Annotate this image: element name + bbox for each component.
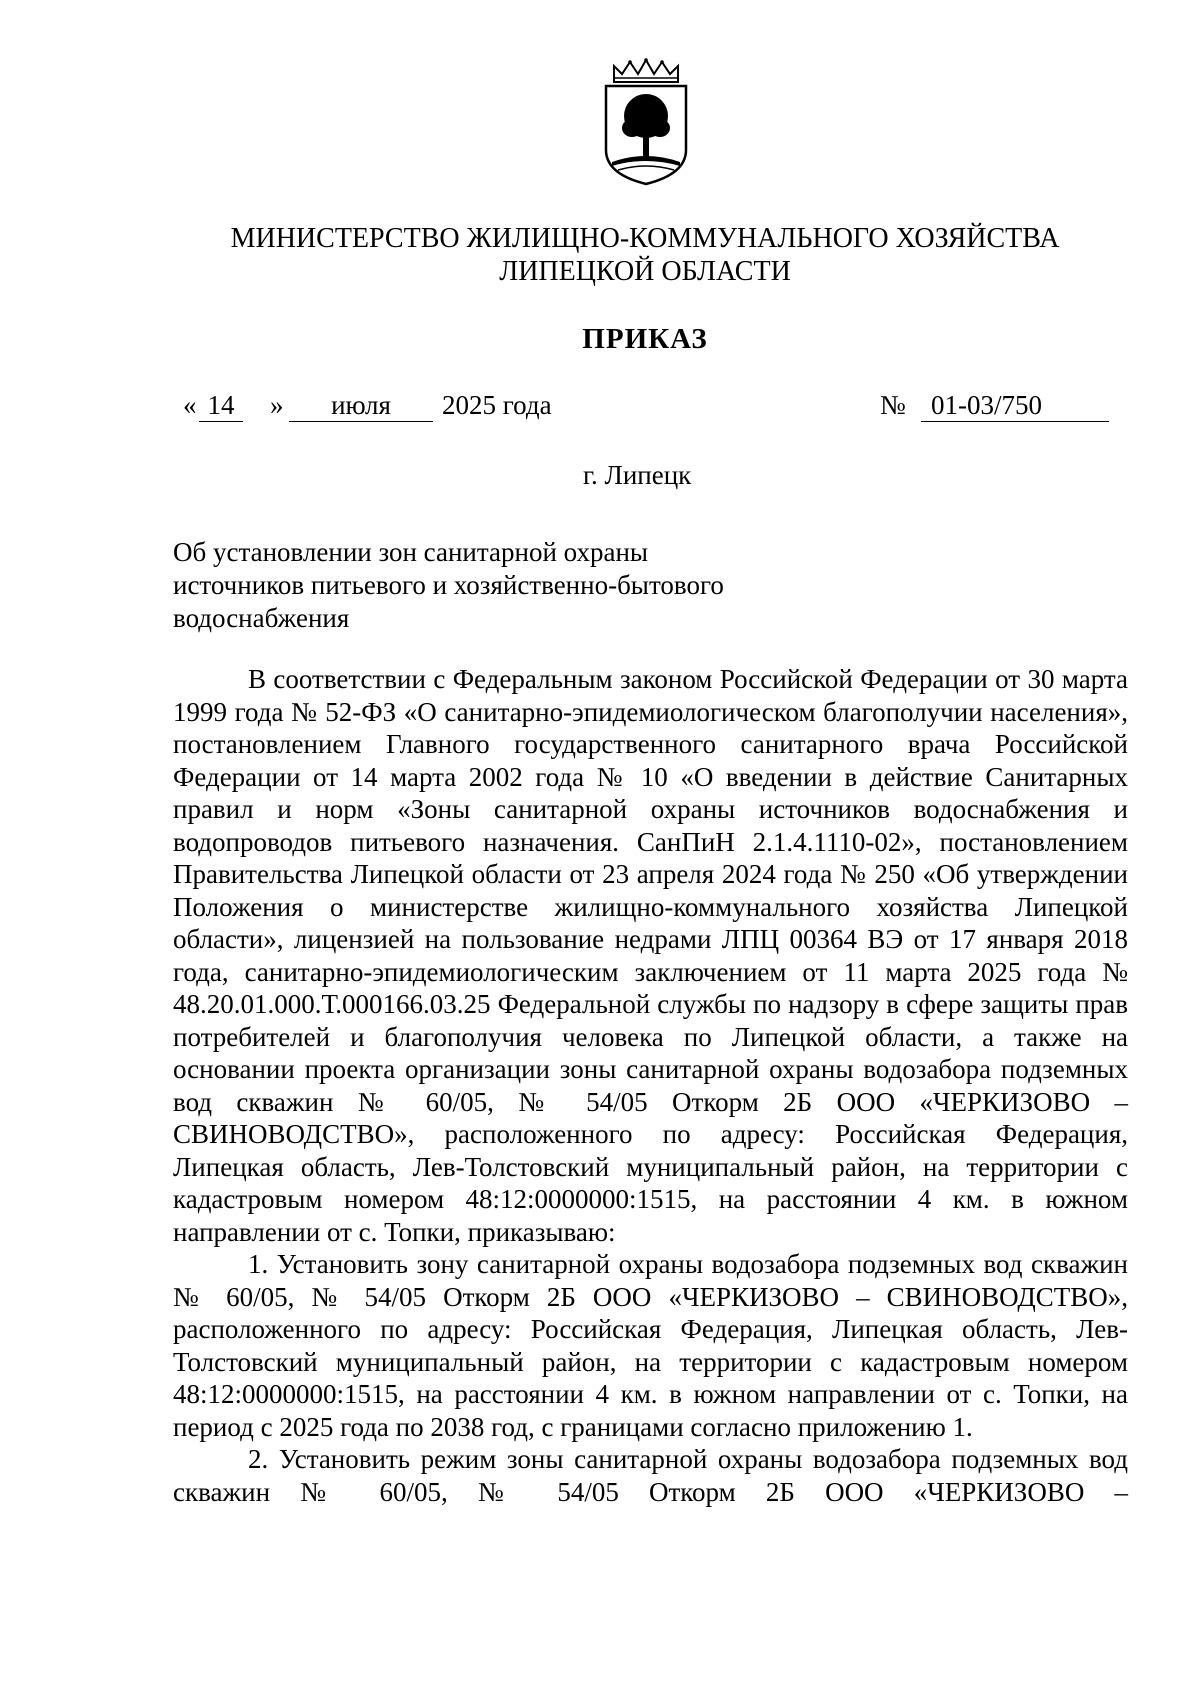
date-day: 14 xyxy=(207,390,235,420)
coat-of-arms-icon xyxy=(600,58,692,188)
date-month: июля xyxy=(331,390,391,420)
ministry-line-1: МИНИСТЕРСТВО ЖИЛИЩНО-КОММУНАЛЬНОГО ХОЗЯЙСТВА xyxy=(230,223,1060,254)
document-type-title: ПРИКАЗ xyxy=(582,323,708,355)
quote-open: « xyxy=(183,390,197,420)
date-year: 2025 года xyxy=(442,390,552,420)
number-sign: № xyxy=(880,390,906,420)
subject-line-2: источников питьевого и хозяйственно-бытового xyxy=(173,570,724,600)
date-number-line xyxy=(0,390,1200,430)
city: г. Липецк xyxy=(583,460,692,490)
quote-close: » xyxy=(270,390,284,420)
document-body xyxy=(173,663,1128,1508)
item-2-paragraph: 2. Установить режим зоны санитарной охраны водозабора подземных вод скважин № 60/05, № 54/05 Откорм 2Б ООО «ЧЕРКИЗОВО – xyxy=(173,1444,1128,1507)
ministry-name xyxy=(0,222,1200,288)
subject-heading xyxy=(173,536,724,635)
preamble-paragraph: В соответствии с Федеральным законом Российской Федерации от 30 марта 1999 года № 52-ФЗ «О санитарно-эпидемиологическом благополучии населения», постановлением Главного государственного санитарного врача Российской Федерации от 14 марта 2002 года № 10 «О введении в действие Санитарных правил и норм «Зоны санитарной охраны источников водоснабжения и водопроводов питьевого назначения. СанПиН 2.1.4.1110-02», постановлением Правительства Липецкой области от 23 апреля 2024 года № 250 «Об утверждении Положения о министерстве жилищно-коммунального хозяйства Липецкой области», лицензией на пользование недрами ЛПЦ 00364 ВЭ от 17 января 2018 года, санитарно-эпидемиологическим заключением от 11 марта 2025 года № 48.20.01.000.Т.000166.03.25 Федеральной службы по надзору в сфере защиты прав потребителей и благополучия человека по Липецкой области, а также на основании проекта организации зоны санитарной охраны водозабора подземных вод скважин № 60/05, № 54/05 Откорм 2Б ООО «ЧЕРКИЗОВО – СВИНОВОДСТВО», расположенного по адресу: Российская Федерация, Липецкая область, Лев-Толстовский муниципальный район, на территории с кадастровым номером 48:12:0000000:1515, на расстоянии 4 км. в южном направлении от с. Топки, приказываю: xyxy=(173,664,1128,1247)
item-1-paragraph: 1. Установить зону санитарной охраны водозабора подземных вод скважин № 60/05, № 54/05 Откорм 2Б ООО «ЧЕРКИЗОВО – СВИНОВОДСТВО», расположенного по адресу: Российская Федерация, Липецкая область, Лев-Толстовский муниципальный район, на территории с кадастровым номером 48:12:0000000:1515, на расстоянии 4 км. в южном направлении от с. Топки, на период с 2025 года по 2038 год, с границами согласно приложению 1. xyxy=(173,1249,1128,1442)
document-number: 01-03/750 xyxy=(931,390,1042,420)
subject-line-3: водоснабжения xyxy=(173,603,350,633)
subject-line-1: Об установлении зон санитарной охраны xyxy=(173,537,649,567)
ministry-line-2: ЛИПЕЦКОЙ ОБЛАСТИ xyxy=(499,256,791,287)
